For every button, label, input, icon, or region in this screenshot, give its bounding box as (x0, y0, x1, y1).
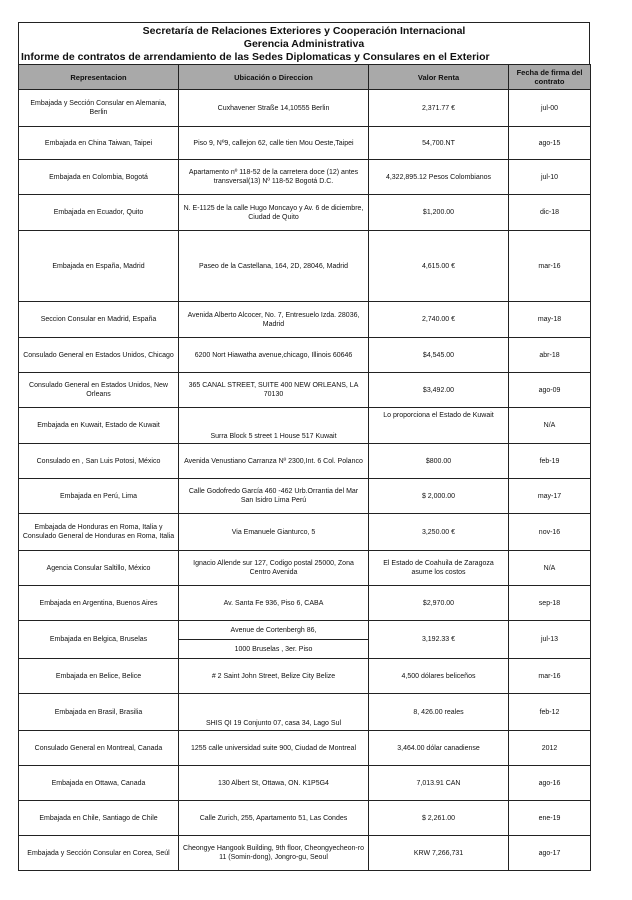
cell-representacion: Embajada en Belgica, Bruselas (19, 621, 179, 659)
cell-fecha: ago-15 (509, 127, 591, 160)
cell-representacion: Embajada en Perú, Lima (19, 479, 179, 514)
cell-representacion: Embajada en Belice, Belice (19, 659, 179, 694)
cell-fecha: ago-09 (509, 373, 591, 408)
cell-valor: 3,192.33 € (369, 621, 509, 659)
cell-representacion: Embajada en Brasil, Brasilia (19, 694, 179, 731)
table-row (19, 659, 591, 694)
cell-fecha: ene-19 (509, 801, 591, 836)
cell-ubicacion: Calle Godofredo García 460 -462 Urb.Orrantia del Mar San Isidro Lima Perú (179, 479, 369, 514)
cell-valor: $4,545.00 (369, 338, 509, 373)
cell-representacion: Embajada y Sección Consular en Alemania, Berlin (19, 90, 179, 127)
cell-valor: 3,250.00 € (369, 514, 509, 551)
cell-ubicacion: Surra Block 5 street 1 House 517 Kuwait (179, 408, 369, 444)
table-row (19, 302, 591, 338)
cell-ubicacion: Cuxhavener Straße 14,10555 Berlin (179, 90, 369, 127)
cell-valor: $2,970.00 (369, 586, 509, 621)
cell-valor: $3,492.00 (369, 373, 509, 408)
cell-ubicacion: 130 Albert St, Ottawa, ON. K1P5G4 (179, 766, 369, 801)
cell-valor: $ 2,000.00 (369, 479, 509, 514)
cell-fecha: feb-12 (509, 694, 591, 731)
table-row (19, 127, 591, 160)
cell-valor: Lo proporciona el Estado de Kuwait (369, 408, 509, 444)
cell-fecha: 2012 (509, 731, 591, 766)
cell-ubicacion: Apartamento nº 118-52 de la carretera doce (12) antes transversal(13) Nº 118-52 Bogotá D.C. (179, 160, 369, 195)
table-row (19, 373, 591, 408)
cell-fecha: ago-16 (509, 766, 591, 801)
col-header-ubicacion: Ubicación o Direccion (179, 65, 369, 90)
cell-ubicacion: Via Emanuele Gianturco, 5 (179, 514, 369, 551)
table-row (19, 514, 591, 551)
cell-ubicacion: Cheongye Hangook Building, 9th floor, Cheongyecheon-ro 11 (Somin-dong), Jongro-gu, Seoul (179, 836, 369, 871)
cell-valor: $1,200.00 (369, 195, 509, 231)
cell-fecha: jul-13 (509, 621, 591, 659)
cell-valor: 2,740.00 € (369, 302, 509, 338)
document-sheet (18, 22, 590, 871)
cell-representacion: Embajada en Ecuador, Quito (19, 195, 179, 231)
cell-ubicacion: N. E-1125 de la calle Hugo Moncayo y Av. 6 de diciembre, Ciudad de Quito (179, 195, 369, 231)
cell-valor: 2,371.77 € (369, 90, 509, 127)
cell-fecha: dic-18 (509, 195, 591, 231)
cell-representacion: Embajada en España, Madrid (19, 231, 179, 302)
cell-fecha: abr-18 (509, 338, 591, 373)
table-row (19, 694, 591, 731)
cell-fecha: may-18 (509, 302, 591, 338)
cell-ubicacion-line2: 1000 Bruselas , 3er. Piso (234, 645, 313, 653)
cell-ubicacion: Piso 9, Nº9, callejon 62, calle tien Mou Oeste,Taipei (179, 127, 369, 160)
cell-representacion: Consulado General en Estados Unidos, New Orleans (19, 373, 179, 408)
col-header-valor: Valor Renta (369, 65, 509, 90)
cell-valor: 4,322,895.12 Pesos Colombianos (369, 160, 509, 195)
table-row (19, 621, 591, 659)
cell-fecha: may-17 (509, 479, 591, 514)
cell-ubicacion: # 2 Saint John Street, Belize City Belize (179, 659, 369, 694)
cell-valor: 54,700.NT (369, 127, 509, 160)
report-header (18, 22, 590, 64)
cell-valor: 3,464.00 dólar canadiense (369, 731, 509, 766)
cell-ubicacion: Calle Zurich, 255, Apartamento 51, Las Condes (179, 801, 369, 836)
cell-representacion: Embajada de Honduras en Roma, Italia y Consulado General de Honduras en Roma, Italia (19, 514, 179, 551)
cell-ubicacion: 6200 Nort Hiawatha avenue,chicago, Illinois 60646 (179, 338, 369, 373)
cell-representacion: Agencia Consular Saltillo, México (19, 551, 179, 586)
table-row (19, 408, 591, 444)
cell-representacion: Embajada en Chile, Santiago de Chile (19, 801, 179, 836)
cell-ubicacion: 365 CANAL STREET, SUITE 400 NEW ORLEANS, LA 70130 (179, 373, 369, 408)
contracts-table (18, 64, 591, 871)
table-row (19, 160, 591, 195)
col-header-fecha: Fecha de firma del contrato (509, 65, 591, 90)
cell-representacion: Embajada en Kuwait, Estado de Kuwait (19, 408, 179, 444)
col-header-representacion: Representacion (19, 65, 179, 90)
table-row (19, 231, 591, 302)
cell-fecha: N/A (509, 408, 591, 444)
cell-fecha: N/A (509, 551, 591, 586)
cell-fecha: feb-19 (509, 444, 591, 479)
table-row (19, 444, 591, 479)
table-row (19, 766, 591, 801)
cell-ubicacion: Paseo de la Castellana, 164, 2D, 28046, Madrid (179, 231, 369, 302)
table-row (19, 586, 591, 621)
cell-representacion: Embajada en Colombia, Bogotá (19, 160, 179, 195)
cell-valor: 8, 426.00 reales (369, 694, 509, 731)
dept-title: Gerencia Administrativa (243, 38, 365, 50)
cell-representacion: Embajada en Ottawa, Canada (19, 766, 179, 801)
table-row (19, 479, 591, 514)
cell-fecha: mar-16 (509, 659, 591, 694)
cell-representacion: Embajada en China Taiwan, Taipei (19, 127, 179, 160)
cell-representacion: Consulado General en Estados Unidos, Chicago (19, 338, 179, 373)
cell-representacion: Embajada en Argentina, Buenos Aires (19, 586, 179, 621)
cell-fecha: sep-18 (509, 586, 591, 621)
cell-ubicacion: Avenida Venustiano Carranza Nº 2300,Int. 6 Col. Polanco (179, 444, 369, 479)
org-title: Secretaría de Relaciones Exteriores y Cooperación Internacional (142, 25, 466, 37)
table-row (19, 836, 591, 871)
cell-representacion: Consulado General en Montreal, Canada (19, 731, 179, 766)
table-row (19, 195, 591, 231)
cell-fecha: jul-10 (509, 160, 591, 195)
report-title: Informe de contratos de arrendamiento de las Sedes Diplomaticas y Consulares en el Exterior (21, 51, 490, 63)
table-row (19, 90, 591, 127)
cell-ubicacion: Av. Santa Fe 936, Piso 6, CABA (179, 586, 369, 621)
cell-ubicacion (179, 621, 369, 659)
cell-representacion: Seccion Consular en Madrid, España (19, 302, 179, 338)
table-row (19, 338, 591, 373)
cell-fecha: mar-16 (509, 231, 591, 302)
cell-fecha: jul-00 (509, 90, 591, 127)
cell-representacion: Embajada y Sección Consular en Corea, Seúl (19, 836, 179, 871)
cell-valor: $800.00 (369, 444, 509, 479)
table-row (19, 801, 591, 836)
cell-ubicacion: SHIS QI 19 Conjunto 07, casa 34, Lago Sul (179, 694, 369, 731)
cell-ubicacion: 1255 calle universidad suite 900, Ciudad de Montreal (179, 731, 369, 766)
cell-valor: 7,013.91 CAN (369, 766, 509, 801)
cell-ubicacion: Avenida Alberto Alcocer, No. 7, Entresuelo Izda. 28036, Madrid (179, 302, 369, 338)
cell-valor: El Estado de Coahuila de Zaragoza asume los costos (369, 551, 509, 586)
cell-fecha: nov-16 (509, 514, 591, 551)
table-row (19, 731, 591, 766)
cell-ubicacion-line1: Avenue de Cortenbergh 86, (179, 621, 368, 640)
cell-valor: $ 2,261.00 (369, 801, 509, 836)
cell-fecha: ago-17 (509, 836, 591, 871)
table-row (19, 551, 591, 586)
cell-valor: 4,615.00 € (369, 231, 509, 302)
cell-ubicacion: Ignacio Allende sur 127, Codigo postal 25000, Zona Centro Avenida (179, 551, 369, 586)
cell-valor: KRW 7,266,731 (369, 836, 509, 871)
cell-representacion: Consulado en , San Luis Potosi, México (19, 444, 179, 479)
table-header-row (19, 65, 591, 90)
cell-valor: 4,500 dólares beliceños (369, 659, 509, 694)
